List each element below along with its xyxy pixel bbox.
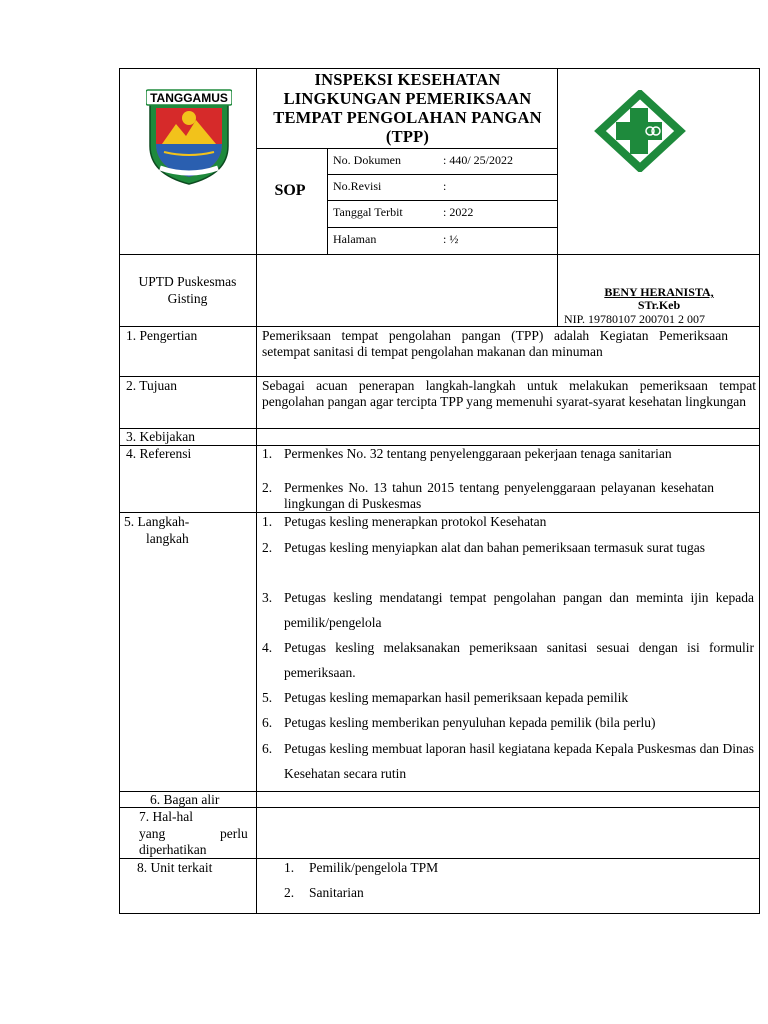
- step-number: 3.: [262, 590, 273, 605]
- list-item: Permenkes No. 32 tentang penyelenggaraan pekerjaan tenaga sanitarian: [284, 446, 672, 461]
- section-label-langkah-2: langkah: [146, 531, 189, 546]
- signer-title: STr.Keb: [637, 298, 681, 312]
- step-number: 6.: [262, 741, 273, 756]
- section-label-referensi: 4. Referensi: [126, 446, 192, 461]
- step-text: Petugas kesling menyiapkan alat dan bahan pemeriksaan termasuk surat tugas: [284, 540, 705, 555]
- list-number: 1.: [262, 446, 273, 461]
- step-number: 1.: [262, 514, 273, 529]
- meta-label-norevisi: No.Revisi: [333, 179, 382, 193]
- divider: [256, 326, 257, 914]
- sop-label: SOP: [274, 182, 306, 199]
- divider: [119, 428, 760, 429]
- step-text: Petugas kesling memaparkan hasil pemeriksaan kepada pemilik: [284, 690, 629, 705]
- step-number: 5.: [262, 690, 273, 705]
- step-number: 6.: [262, 715, 273, 730]
- section-label-unit: 8. Unit terkait: [137, 860, 213, 875]
- signer-name: BENY HERANISTA,: [604, 285, 714, 299]
- divider: [256, 148, 558, 149]
- section-text-tujuan: Sebagai acuan penerapan langkah-langkah untuk melakukan pemeriksaan tempat pengolahan pangan agar tercipta TPP yang memenuhi syarat-syarat kesehatan lingkungan: [262, 378, 756, 409]
- divider: [119, 254, 760, 255]
- meta-label-nodokumen: No. Dokumen: [333, 153, 401, 167]
- divider: [327, 227, 558, 228]
- list-number: 2.: [284, 885, 295, 900]
- list-item: Sanitarian: [309, 885, 364, 900]
- step-number: 2.: [262, 540, 273, 555]
- divider: [119, 376, 760, 377]
- list-item: Permenkes No. 13 tahun 2015 tentang penyelenggaraan pelayanan kesehatan lingkungan di Puskesmas: [284, 480, 714, 511]
- section-label-langkah: 5. Langkah-: [124, 514, 190, 529]
- section-label-halhal: 7. Hal-hal: [139, 809, 193, 824]
- list-number: 1.: [284, 860, 295, 875]
- meta-label-tanggal: Tanggal Terbit: [333, 205, 403, 219]
- step-text: Petugas kesling menerapkan protokol Kesehatan: [284, 514, 547, 529]
- section-label-halhal-2a: yang: [139, 826, 166, 841]
- tanggamus-logo: [146, 88, 232, 186]
- divider: [256, 68, 257, 326]
- step-text: Petugas kesling memberikan penyuluhan kepada pemilik (bila perlu): [284, 715, 656, 730]
- divider: [327, 148, 328, 254]
- logo-caption: TANGGAMUS: [150, 91, 228, 105]
- step-text: Petugas kesling membuat laporan hasil kegiatana kepada Kepala Puskesmas dan Dinas Kesehatan secara rutin: [284, 741, 754, 781]
- section-label-halhal-3: diperhatikan: [139, 842, 207, 857]
- divider: [327, 174, 558, 175]
- meta-value-norevisi: :: [443, 179, 447, 193]
- signer-nip: NIP. 19780107 200701 2 007: [564, 312, 706, 326]
- step-text: Petugas kesling melaksanakan pemeriksaan sanitasi sesuai dengan isi formulir pemeriksaan.: [284, 640, 754, 680]
- section-label-halhal-2b: perlu: [220, 826, 248, 841]
- section-label-pengertian: 1. Pengertian: [126, 328, 198, 343]
- section-label-bagan: 6. Bagan alir: [150, 792, 220, 807]
- meta-value-halaman: : ½: [443, 232, 459, 246]
- org-name-line1: UPTD Puskesmas: [138, 274, 237, 289]
- org-name-line2: Gisting: [167, 291, 208, 306]
- meta-value-tanggal: : 2022: [443, 205, 474, 219]
- meta-value-nodokumen: : 440/ 25/2022: [443, 153, 514, 167]
- list-number: 2.: [262, 480, 273, 495]
- divider: [327, 200, 558, 201]
- puskesmas-logo: [592, 90, 688, 172]
- document-title: INSPEKSI KESEHATAN LINGKUNGAN PEMERIKSAAN TEMPAT PENGOLAHAN PANGAN (TPP): [273, 70, 542, 146]
- section-label-tujuan: 2. Tujuan: [126, 378, 178, 393]
- step-text: Petugas kesling mendatangi tempat pengolahan pangan dan meminta ijin kepada pemilik/pengelola: [284, 590, 754, 630]
- divider: [119, 858, 760, 859]
- step-number: 4.: [262, 640, 273, 655]
- list-item: Pemilik/pengelola TPM: [309, 860, 439, 875]
- section-text-pengertian: Pemeriksaan tempat pengolahan pangan (TPP) adalah Kegiatan Pemeriksaan setempat sanitasi di tempat pengolahan makanan dan minuman: [262, 328, 728, 359]
- section-label-kebijakan: 3. Kebijakan: [126, 429, 195, 444]
- meta-label-halaman: Halaman: [333, 232, 377, 246]
